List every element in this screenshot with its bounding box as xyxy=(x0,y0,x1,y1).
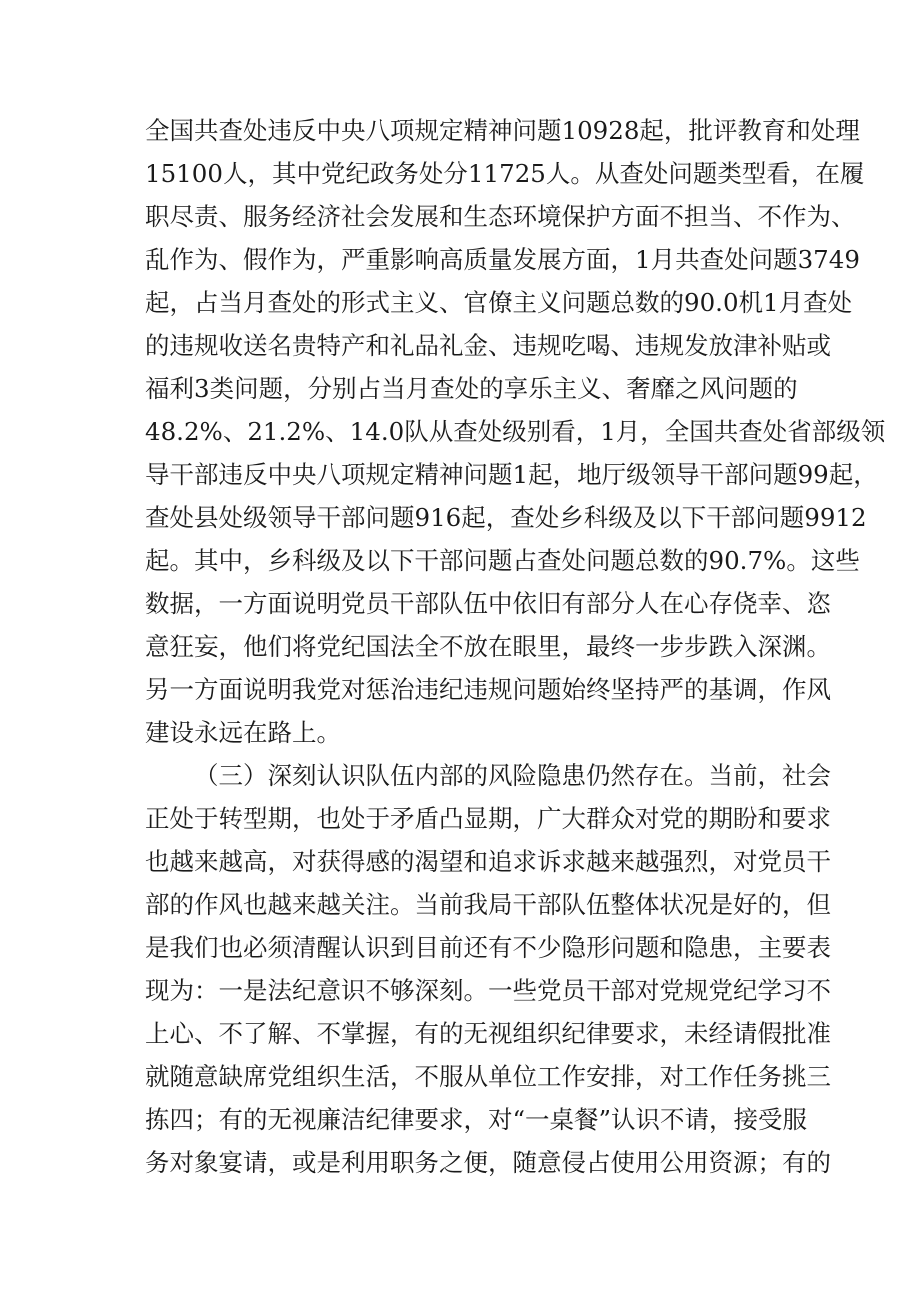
text-line: 现为：一是法纪意识不够深刻。一些党员干部对党规党纪学习不 xyxy=(145,976,831,1005)
text-line: 48.2%、21.2%、14.0队从查处级别看，1月，全国共查处省部级领 xyxy=(145,417,886,446)
text-line: 拣四；有的无视廉洁纪律要求，对“一桌餐”认识不请，接受服 xyxy=(145,1105,808,1134)
text-line: 数据，一方面说明党员干部队伍中依旧有部分人在心存侥幸、恣 xyxy=(145,589,831,618)
text-line: 乱作为、假作为，严重影响高质量发展方面，1月共查处问题3749 xyxy=(145,245,860,274)
text-line: 务对象宴请，或是利用职务之便，随意侵占使用公用资源；有的 xyxy=(145,1148,831,1177)
text-line: 部的作风也越来越关注。当前我局干部队伍整体状况是好的，但 xyxy=(145,890,831,919)
text-line: 福利3类问题，分别占当月查处的享乐主义、奢靡之风问题的 xyxy=(145,374,798,403)
text-line: 意狂妄，他们将党纪国法全不放在眼里，最终一步步跌入深渊。 xyxy=(145,632,831,661)
text-line: 也越来越高，对获得感的渴望和追求诉求越来越强烈，对党员干 xyxy=(145,847,831,876)
text-line: 导干部违反中央八项规定精神问题1起，地厅级领导干部问题99起， xyxy=(145,460,878,489)
text-line: 上心、不了解、不掌握，有的无视组织纪律要求，未经请假批准 xyxy=(145,1019,831,1048)
text-line: 起。其中，乡科级及以下干部问题占查处问题总数的90.7%。这些 xyxy=(145,546,860,575)
text-line: 另一方面说明我党对惩治违纪违规问题始终坚持严的基调，作风 xyxy=(145,675,831,704)
text-line: 起，占当月查处的形式主义、官僚主义问题总数的90.0机1月查处 xyxy=(145,288,853,317)
text-line: 查处县处级领导干部问题916起，查处乡科级及以下干部问题9912 xyxy=(145,503,867,532)
paragraph-heading-line: （三）深刻认识队伍内部的风险隐患仍然存在。当前，社会 xyxy=(194,761,831,790)
text-line: 是我们也必须清醒认识到目前还有不少隐形问题和隐患，主要表 xyxy=(145,933,831,962)
text-line: 就随意缺席党组织生活，不服从单位工作安排，对工作任务挑三 xyxy=(145,1062,831,1091)
text-line: 建设永远在路上。 xyxy=(145,718,341,747)
text-line: 的违规收送名贵特产和礼品礼金、违规吃喝、违规发放津补贴或 xyxy=(145,331,831,360)
text-line: 15100人，其中党纪政务处分11725人。从查处问题类型看，在履 xyxy=(145,159,865,188)
text-line: 正处于转型期，也处于矛盾凸显期，广大群众对党的期盼和要求 xyxy=(145,804,831,833)
text-line: 全国共查处违反中央八项规定精神问题10928起，批评教育和处理 xyxy=(145,116,860,145)
text-line: 职尽责、服务经济社会发展和生态环境保护方面不担当、不作为、 xyxy=(145,202,856,231)
